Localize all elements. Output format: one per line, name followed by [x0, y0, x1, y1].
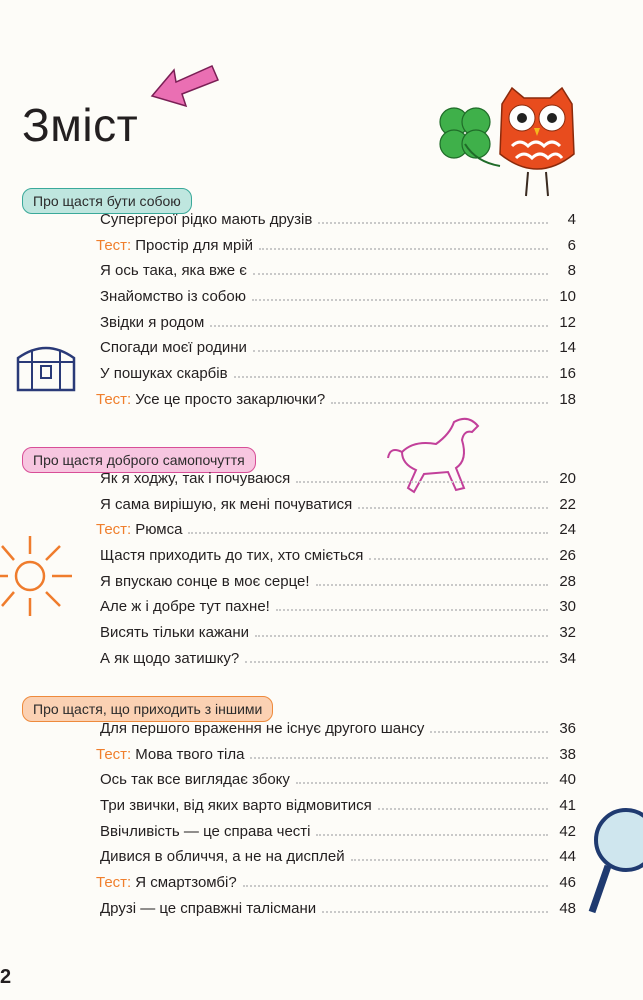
- toc-entry[interactable]: [96, 314, 576, 340]
- entry-title: Я сама вирішую, як мені почуватися: [100, 495, 353, 513]
- toc-entry[interactable]: [96, 339, 576, 365]
- entry-title: Звідки я родом: [100, 313, 205, 331]
- section-label-well-being: Про щастя доброго самопочуття: [22, 447, 256, 473]
- entry-title: Дивися в обличчя, а не на дисплей: [100, 848, 345, 866]
- entry-title: Три звички, від яких варто відмовитися: [100, 797, 372, 815]
- entry-page: 40: [559, 771, 576, 789]
- entry-title: Спогади моєї родини: [100, 339, 247, 357]
- entry-title: Висять тільки кажани: [100, 624, 250, 642]
- magnifying-glass-icon: [586, 800, 643, 920]
- toc-entry[interactable]: [96, 496, 576, 522]
- toc-entry[interactable]: [96, 900, 576, 926]
- entry-title: Усе це просто закарлючки?: [135, 390, 326, 408]
- owl-illustration-icon: [494, 84, 580, 202]
- toc-entry[interactable]: Тест: Рюмса 24: [96, 521, 576, 539]
- entry-title: Простір для мрій: [135, 236, 254, 254]
- section-label-be-yourself: Про щастя бути собою: [22, 188, 192, 214]
- entry-page: 38: [559, 745, 576, 763]
- entry-page: 14: [559, 339, 576, 357]
- entry-page: 48: [559, 899, 576, 917]
- entry-page: 4: [567, 211, 576, 228]
- entry-title: Мова твого тіла: [135, 745, 245, 763]
- entry-page: 34: [559, 649, 576, 667]
- page-number: 2: [0, 966, 12, 988]
- entry-page: 16: [559, 365, 576, 383]
- entry-page: 32: [559, 624, 576, 642]
- entry-page: 42: [559, 822, 576, 840]
- toc-entry[interactable]: [96, 848, 576, 874]
- entry-title: Знайомство із собою: [100, 288, 246, 306]
- entry-title: Я ось така, яка вже є: [100, 262, 247, 280]
- toc-entry[interactable]: [96, 470, 576, 496]
- entry-title: А як щодо затишку?: [100, 649, 240, 667]
- four-leaf-clover-icon: [424, 100, 504, 180]
- toc-entry[interactable]: [96, 211, 576, 237]
- entry-title: Як я ходжу, так і почуваюся: [100, 470, 291, 487]
- toc-entry[interactable]: [96, 547, 576, 573]
- entry-title: Ось так все виглядає збоку: [100, 771, 290, 789]
- toc-entry[interactable]: [96, 823, 576, 849]
- entry-title: Але ж і добре тут пахне!: [100, 598, 270, 616]
- toc-entry[interactable]: [96, 365, 576, 391]
- entry-page: 24: [559, 521, 576, 539]
- toc-entry[interactable]: [96, 288, 576, 314]
- entry-page: 46: [559, 874, 576, 892]
- entry-title: Я смартзомбі?: [135, 874, 237, 892]
- entry-title: У пошуках скарбів: [100, 365, 228, 383]
- entry-title: Я впускаю сонце в моє серце!: [100, 572, 310, 590]
- entry-page: 10: [559, 288, 576, 306]
- entry-title: Друзі — це справжні талісмани: [100, 899, 317, 917]
- toc-entry[interactable]: Тест: Усе це просто закарлючки? 18: [96, 390, 576, 408]
- entry-page: 36: [559, 720, 576, 737]
- entry-page: 18: [559, 390, 576, 408]
- entry-page: 44: [559, 848, 576, 866]
- entry-title: Ввічливість — це справа честі: [100, 822, 311, 840]
- toc-entry[interactable]: [96, 624, 576, 650]
- toc-entry[interactable]: [96, 573, 576, 599]
- entry-page: 12: [559, 313, 576, 331]
- entry-page: 6: [567, 236, 576, 254]
- page-title: Зміст: [22, 99, 139, 151]
- entry-page: 22: [559, 495, 576, 513]
- toc-list-section-2: [96, 470, 576, 676]
- entry-page: 26: [559, 547, 576, 565]
- pink-arrow-icon: [148, 62, 220, 112]
- toc-entry[interactable]: Тест: Простір для мрій 6: [96, 236, 576, 254]
- treasure-chest-icon: [14, 336, 78, 394]
- sun-icon: [0, 534, 76, 618]
- entry-page: 41: [559, 797, 576, 815]
- toc-list-section-3: [96, 720, 576, 926]
- toc-entry[interactable]: [96, 771, 576, 797]
- toc-entry[interactable]: [96, 262, 576, 288]
- entry-page: 30: [559, 598, 576, 616]
- entry-title: Для першого враження не існує другого шансу: [100, 720, 425, 737]
- toc-entry[interactable]: [96, 797, 576, 823]
- entry-page: 20: [559, 470, 576, 487]
- toc-entry[interactable]: Тест: Я смартзомбі? 46: [96, 874, 576, 892]
- toc-entry[interactable]: [96, 720, 576, 746]
- entry-title: Супергерої рідко мають друзів: [100, 211, 313, 228]
- toc-entry[interactable]: [96, 598, 576, 624]
- toc-entry[interactable]: [96, 650, 576, 676]
- entry-title: Щастя приходить до тих, хто сміється: [100, 547, 364, 565]
- entry-title: Рюмса: [135, 521, 183, 539]
- entry-page: 28: [559, 572, 576, 590]
- toc-entry[interactable]: Тест: Мова твого тіла 38: [96, 745, 576, 763]
- entry-page: 8: [567, 262, 576, 280]
- toc-list-section-1: [96, 211, 576, 417]
- section-label-with-others: Про щастя, що приходить з іншими: [22, 696, 273, 722]
